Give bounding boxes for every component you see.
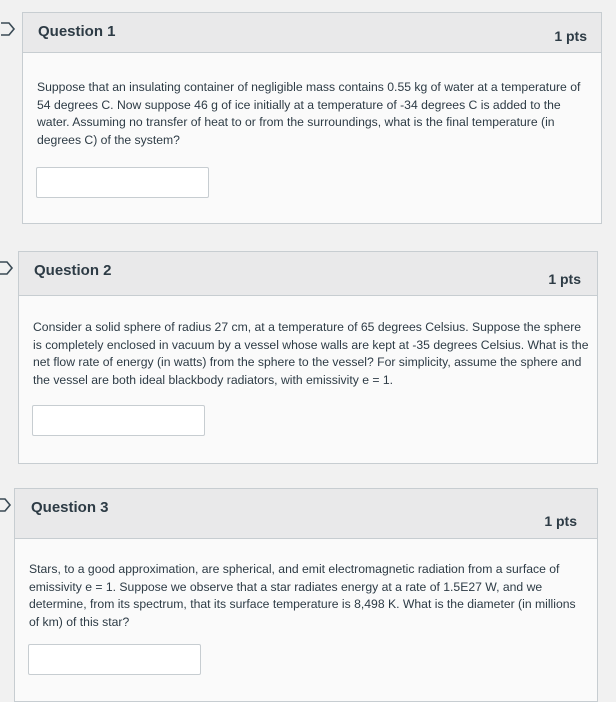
question-2-points: 1 pts <box>548 271 581 287</box>
question-1-text: Suppose that an insulating container of negligible mass contains 0.55 kg of water at a temperature of 54 degrees C. Now suppose 46 g of ice initially at a temperature of -34 degrees C is added to the water. Assuming no transfer of heat to or from the surroundings, what is the final temperature (in degrees C) of the system? <box>37 80 581 147</box>
question-flag-icon[interactable] <box>0 22 16 36</box>
question-1 <box>22 12 602 224</box>
question-3-text: Stars, to a good approximation, are spherical, and emit electromagnetic radiation from a surface of emissivity e = 1. Suppose we observe that a star radiates energy at a rate of 1.5E27 W, and we determine, from its spectrum, that its surface temperature is 8,498 K. What is the diameter (in millions of km) of this star? <box>29 562 576 629</box>
question-1-title: Question 1 <box>38 23 116 40</box>
question-flag-icon[interactable] <box>0 261 14 275</box>
question-1-header <box>23 13 601 53</box>
question-1-points: 1 pts <box>554 28 587 44</box>
question-3-answer-input[interactable] <box>28 644 201 675</box>
question-3 <box>14 488 598 702</box>
question-3-header <box>15 489 597 539</box>
question-2-header <box>19 252 597 296</box>
question-2-text: Consider a solid sphere of radius 27 cm, at a temperature of 65 degrees Celsius. Suppose the sphere is completely enclosed in vacuum by a vessel whose walls are kept at -35 degrees Celsius. What is the net flow rate of energy (in watts) from the sphere to the vessel? For simplicity, assume the sphere and the vessel are both ideal blackbody radiators, with emissivity e = 1. <box>33 320 589 387</box>
question-3-points: 1 pts <box>544 513 577 529</box>
question-2-title: Question 2 <box>34 262 112 279</box>
question-1-answer-input[interactable] <box>36 167 209 198</box>
question-2 <box>18 251 598 464</box>
question-2-answer-input[interactable] <box>32 405 205 436</box>
question-flag-icon[interactable] <box>0 498 12 512</box>
question-3-title: Question 3 <box>31 499 109 516</box>
